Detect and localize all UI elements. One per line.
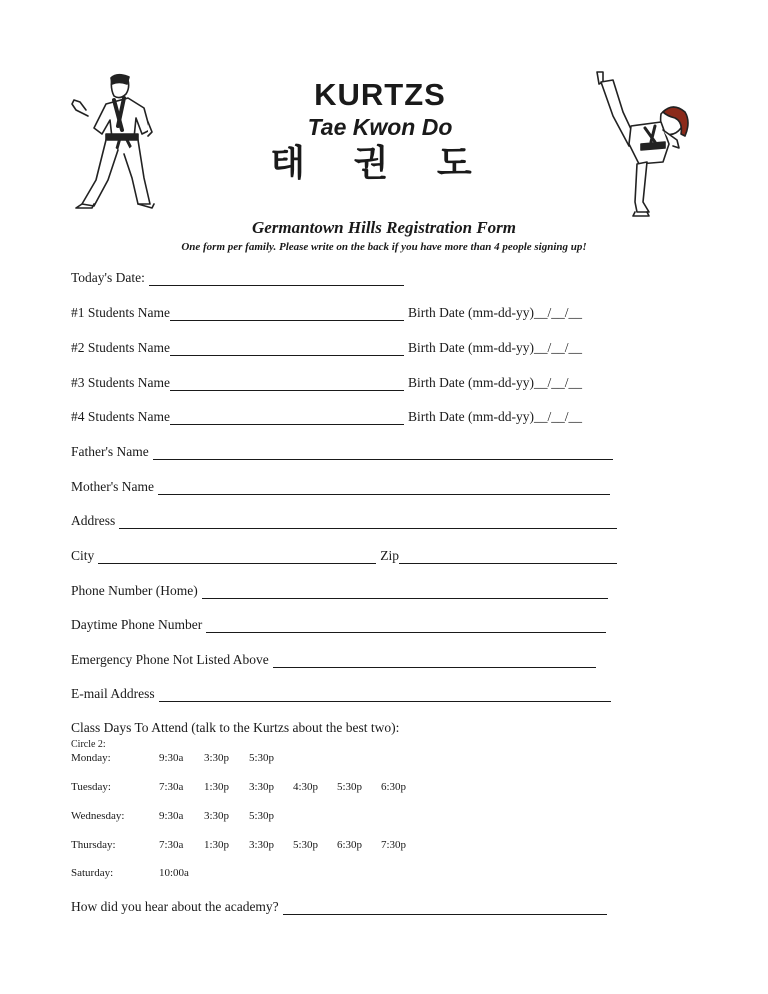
class-time-option[interactable]: 1:30p xyxy=(204,781,230,793)
daytime-phone-field[interactable] xyxy=(206,618,606,633)
class-time-option[interactable]: 7:30a xyxy=(159,781,184,793)
home-phone-label: Phone Number (Home) xyxy=(71,583,198,598)
schedule-day-label: Tuesday: xyxy=(71,781,111,793)
referral-row xyxy=(71,897,607,915)
class-time-option[interactable]: 7:30a xyxy=(159,839,184,851)
student-1-row xyxy=(71,303,582,321)
student-4-birth-label: Birth Date (mm-dd-yy) xyxy=(408,409,534,424)
schedule-day-label: Saturday: xyxy=(71,867,114,879)
emergency-phone-field[interactable] xyxy=(273,653,596,668)
class-time-option[interactable]: 9:30a xyxy=(159,810,184,822)
mothers-name-row xyxy=(71,477,610,495)
student-3-row xyxy=(71,373,582,391)
student-3-name-label: #3 Students Name xyxy=(71,375,170,390)
student-2-row xyxy=(71,338,582,356)
kicking-martial-artist-illustration xyxy=(585,68,695,218)
student-1-name-label: #1 Students Name xyxy=(71,305,170,320)
class-days-heading: Class Days To Attend (talk to the Kurtzs about the best two): xyxy=(71,720,400,735)
zip-label: Zip xyxy=(380,548,400,563)
todays-date-field[interactable] xyxy=(149,271,404,286)
class-time-option[interactable]: 1:30p xyxy=(204,839,230,851)
martial-artist-illustration xyxy=(68,72,164,214)
referral-field[interactable] xyxy=(283,900,607,915)
daytime-phone-row xyxy=(71,615,606,633)
logo-korean-text: 태 권 도 xyxy=(270,143,490,184)
class-time-option[interactable]: 3:30p xyxy=(204,810,230,822)
student-2-name-label: #2 Students Name xyxy=(71,340,170,355)
class-time-option[interactable]: 10:00a xyxy=(159,867,189,879)
email-field[interactable] xyxy=(159,687,611,702)
student-4-birth-date-field[interactable]: __/__/__ xyxy=(533,409,582,424)
school-logo xyxy=(270,78,490,186)
todays-date-row xyxy=(71,268,404,286)
student-1-birth-label: Birth Date (mm-dd-yy) xyxy=(408,305,534,320)
fathers-name-field[interactable] xyxy=(153,445,613,460)
form-title: Germantown Hills Registration Form xyxy=(251,218,517,237)
fathers-name-row xyxy=(71,442,613,460)
schedule-day-label: Monday: xyxy=(71,752,111,764)
class-time-option[interactable]: 6:30p xyxy=(381,781,407,793)
student-2-birth-label: Birth Date (mm-dd-yy) xyxy=(408,340,534,355)
form-instructions: One form per family. Please write on the back if you have more than 4 people signing up! xyxy=(181,241,587,253)
class-time-option[interactable]: 3:30p xyxy=(249,781,275,793)
fathers-name-label: Father's Name xyxy=(71,444,149,459)
class-time-option[interactable]: 3:30p xyxy=(249,839,275,851)
student-1-birth-date-field[interactable]: __/__/__ xyxy=(533,305,582,320)
logo-subtitle: Tae Kwon Do xyxy=(307,114,453,140)
logo-name: KURTZS xyxy=(314,77,446,112)
student-2-name-field[interactable] xyxy=(170,341,404,356)
schedule-day-label: Thursday: xyxy=(71,839,116,851)
class-time-option[interactable]: 9:30a xyxy=(159,752,184,764)
class-time-option[interactable]: 5:30p xyxy=(249,810,275,822)
city-label: City xyxy=(71,548,95,563)
schedule-day-label: Wednesday: xyxy=(71,810,125,822)
form-header xyxy=(0,60,768,220)
city-zip-row xyxy=(71,546,617,564)
referral-label: How did you hear about the academy? xyxy=(71,899,279,914)
email-row xyxy=(71,684,611,702)
address-label: Address xyxy=(71,513,116,528)
address-field[interactable] xyxy=(119,514,617,529)
zip-field[interactable] xyxy=(399,549,617,564)
student-3-name-field[interactable] xyxy=(170,376,404,391)
student-4-name-label: #4 Students Name xyxy=(71,409,170,424)
student-3-birth-date-field[interactable]: __/__/__ xyxy=(533,375,582,390)
home-phone-row xyxy=(71,581,608,599)
student-2-birth-date-field[interactable]: __/__/__ xyxy=(533,340,582,355)
student-3-birth-label: Birth Date (mm-dd-yy) xyxy=(408,375,534,390)
class-time-option[interactable]: 5:30p xyxy=(293,839,319,851)
student-1-name-field[interactable] xyxy=(170,306,404,321)
home-phone-field[interactable] xyxy=(202,584,608,599)
address-row xyxy=(71,511,617,529)
todays-date-label: Today's Date: xyxy=(71,270,145,285)
class-time-option[interactable]: 5:30p xyxy=(337,781,363,793)
mothers-name-field[interactable] xyxy=(158,480,610,495)
emergency-phone-row xyxy=(71,650,596,668)
student-4-row xyxy=(71,407,582,425)
city-field[interactable] xyxy=(98,549,376,564)
class-time-option[interactable]: 4:30p xyxy=(293,781,319,793)
student-4-name-field[interactable] xyxy=(170,410,404,425)
class-time-option[interactable]: 7:30p xyxy=(381,839,407,851)
emergency-phone-label: Emergency Phone Not Listed Above xyxy=(71,652,269,667)
mothers-name-label: Mother's Name xyxy=(71,479,155,494)
circle-instruction: Circle 2: xyxy=(71,739,106,750)
class-time-option[interactable]: 3:30p xyxy=(204,752,230,764)
class-time-option[interactable]: 6:30p xyxy=(337,839,363,851)
daytime-phone-label: Daytime Phone Number xyxy=(71,617,203,632)
class-time-option[interactable]: 5:30p xyxy=(249,752,275,764)
email-label: E-mail Address xyxy=(71,686,155,701)
